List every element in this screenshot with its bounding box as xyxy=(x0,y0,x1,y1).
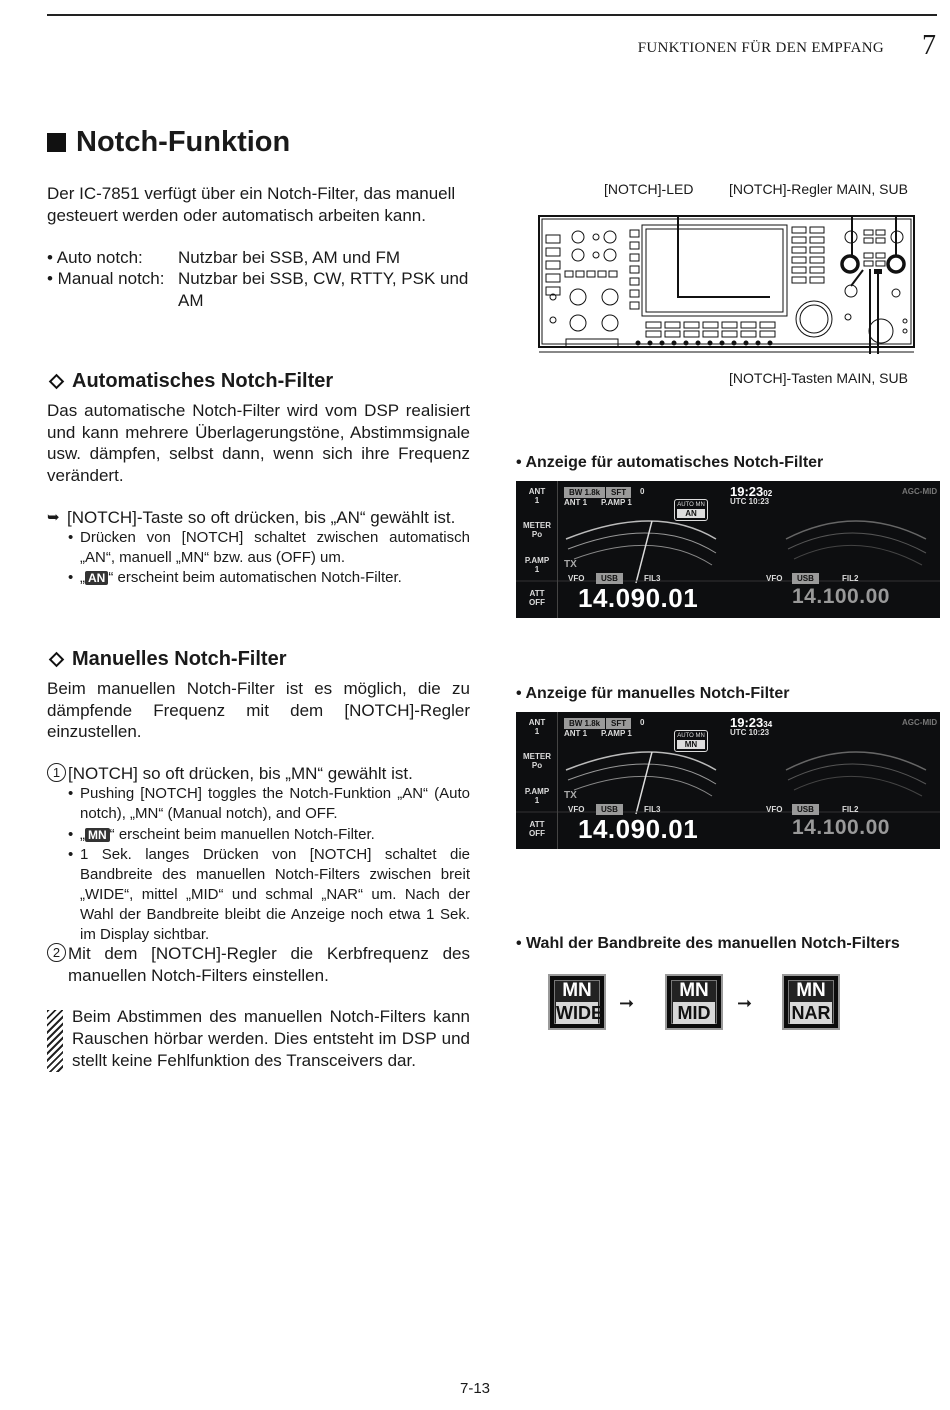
notch-keys-label: [NOTCH]-Tasten MAIN, SUB xyxy=(729,370,908,386)
auto-display-caption: • Anzeige für automatisches Notch-Filter xyxy=(516,454,824,471)
arrow-right-icon: ➥ xyxy=(47,509,60,526)
main-frequency: 14.090.01 xyxy=(578,583,699,613)
sft-chip: SFT xyxy=(606,718,631,729)
side-ant: ANT 1 xyxy=(528,718,546,736)
mn-badge: MN xyxy=(85,828,110,842)
bandwidth-caption: • Wahl der Bandbreite des manuellen Notch-Filters xyxy=(516,935,900,952)
auto-notch-display: ANT 1 METER Po P.AMP 1 ATT OFF BW 1.8k SFT 0 ANT 1 P.AMP 1 19:2302 UTC 10:23 AUTO MN AN TX VFO USB FIL3 14.090.01 AGC-MID VFO USB FIL2 14.100.00 xyxy=(516,481,940,618)
chapter-title: FUNKTIONEN FÜR DEN EMPFANG xyxy=(637,40,884,56)
manual-notch-paragraph: Beim manuellen Notch-Filter ist es möglich, die zu dämpfende Frequenz mit dem [NOTCH]-Regler einzustellen. xyxy=(47,679,470,741)
manual-display-caption: • Anzeige für manuelles Notch-Filter xyxy=(516,685,790,702)
manual-sub-1: • Pushing [NOTCH] toggles the Notch-Funktion „AN“ (Auto notch), „MN“ (Manual notch), and OFF. xyxy=(68,785,470,822)
side-pamp: P.AMP 1 xyxy=(524,787,550,805)
manual-sub-2: • „ MN “ erscheint beim manuellen Notch-Filter. xyxy=(68,826,375,843)
section-title-text: Notch-Funktion xyxy=(76,126,291,158)
auto-sub-2: • „ AN “ erscheint beim automatischen Notch-Filter. xyxy=(68,569,402,586)
an-badge: AN xyxy=(85,571,108,585)
notch-knob-label: [NOTCH]-Regler MAIN, SUB xyxy=(729,181,908,197)
intro-paragraph: Der IC-7851 verfügt über ein Notch-Filter, das manuell gesteuert werden oder automatisch arbeiten kann. xyxy=(47,184,456,225)
auto-sub-1: • Drücken von [NOTCH] schaltet zwischen automatisch „AN“, manuell „MN“ bzw. aus (OFF) um. xyxy=(68,529,470,566)
arrow-right-icon: ➞ xyxy=(619,993,635,1013)
note-text: Beim Abstimmen des manuellen Notch-Filters kann Rauschen hörbar werden. Dies entsteht im DSP und stellt keine Fehlfunktion des Transceivers dar. xyxy=(72,1007,470,1070)
clock: 19:2302 xyxy=(730,484,773,499)
bw-chip: BW 1.8k xyxy=(564,487,605,498)
manual-notch-heading xyxy=(47,648,286,671)
bw-chip: BW 1.8k xyxy=(564,718,605,729)
clock: 19:2334 xyxy=(730,715,773,730)
manual-notch-display: ANT 1 METER Po P.AMP 1 ATT OFF BW 1.8k SFT 0 ANT 1 P.AMP 1 19:2334 UTC 10:23 AUTO MN MN TX VFO USB FIL3 14.090.01 AGC-MID VFO USB FIL2 14.100.00 xyxy=(516,712,940,849)
mode-text: Nutzbar bei SSB, CW, RTTY, PSK und AM xyxy=(178,269,469,310)
notch-indicator: AUTO MN AN xyxy=(674,499,708,521)
notch-indicator: AUTO MN MN xyxy=(674,730,708,752)
auto-sub-1-text: Drücken von [NOTCH] schaltet zwischen automatisch „AN“, manuell „MN“ bzw. aus (OFF) um. xyxy=(80,529,470,566)
manual-sub-3-text: 1 Sek. langes Drücken von [NOTCH] schaltet die Bandbreite des manuellen Notch-Filters zwischen breit „WIDE“, mittel „MID“ und schmal „NAR“ um. Nach der Wahl der Bandbreite bleibt die Anzeige noch etwa 1 Sek. im Display sichtbar. xyxy=(80,846,470,943)
auto-notch-heading xyxy=(47,370,333,393)
arrow-right-icon: ➞ xyxy=(737,993,753,1013)
bandwidth-nar-icon: MN NAR xyxy=(782,974,840,1030)
sub-frequency: 14.100.00 xyxy=(792,585,890,608)
auto-step-text: [NOTCH]-Taste so oft drücken, bis „AN“ gewählt ist. xyxy=(67,508,456,527)
side-ant: ANT 1 xyxy=(528,487,546,505)
section-title xyxy=(47,126,290,159)
mode-text: Nutzbar bei SSB, AM und FM xyxy=(178,248,401,267)
note-hatch-icon xyxy=(47,1010,63,1072)
side-pamp: P.AMP 1 xyxy=(524,556,550,574)
auto-notch-paragraph: Das automatische Notch-Filter wird vom DSP realisiert und kann mehrere Überlagerungstöne, Abstimmsignale usw. dämpfen, selbst dann, wenn sich ihre Frequenz verändert. xyxy=(47,401,470,485)
page-number: 7-13 xyxy=(459,1380,491,1397)
side-att: ATT OFF xyxy=(529,589,545,607)
display-sidebar xyxy=(516,481,558,618)
mode-label: • Manual notch: xyxy=(47,269,165,288)
manual-sub-3: • 1 Sek. langes Drücken von [NOTCH] schaltet die Bandbreite des manuellen Notch-Filters zwischen breit „WIDE“, mittel „MID“ und schmal „NAR“ um. Nach der Wahl der Bandbreite bleibt die Anzeige noch etwa 1 Sek. im Display sichtbar. xyxy=(68,846,470,943)
side-meter: METER Po xyxy=(523,521,551,539)
manual-step-1-text: [NOTCH] so oft drücken, bis „MN“ gewählt ist. xyxy=(68,764,413,783)
bandwidth-mid-icon: MN MID xyxy=(665,974,723,1030)
manual-step-2 xyxy=(47,943,470,986)
notch-led-label: [NOTCH]-LED xyxy=(604,181,694,197)
diamond-icon xyxy=(49,374,65,390)
side-att: ATT OFF xyxy=(529,820,545,838)
note xyxy=(47,1006,470,1072)
diamond-icon xyxy=(49,652,65,668)
chapter-number: 7 xyxy=(922,30,936,61)
manual-notch-heading-text: Manuelles Notch-Filter xyxy=(72,648,287,670)
mode-label: • Auto notch: xyxy=(47,248,143,267)
manual-sub-1-text: Pushing [NOTCH] toggles the Notch-Funktion „AN“ (Auto notch), „MN“ (Manual notch), and OFF. xyxy=(80,785,470,822)
step-number: 2 xyxy=(47,943,66,962)
bandwidth-wide-icon: MN WIDE xyxy=(548,974,606,1030)
transceiver-front-panel-illustration xyxy=(538,215,915,354)
main-frequency: 14.090.01 xyxy=(578,814,699,844)
square-bullet-icon xyxy=(47,133,66,152)
display-sidebar xyxy=(516,712,558,849)
header-rule xyxy=(47,14,937,16)
sub-frequency: 14.100.00 xyxy=(792,816,890,839)
step-number: 1 xyxy=(47,763,66,782)
manual-step-2-text: Mit dem [NOTCH]-Regler die Kerbfrequenz des manuellen Notch-Filters einstellen. xyxy=(68,944,470,985)
auto-notch-heading-text: Automatisches Notch-Filter xyxy=(72,370,334,392)
side-meter: METER Po xyxy=(523,752,551,770)
sft-chip: SFT xyxy=(606,487,631,498)
manual-step-1 xyxy=(47,763,470,785)
